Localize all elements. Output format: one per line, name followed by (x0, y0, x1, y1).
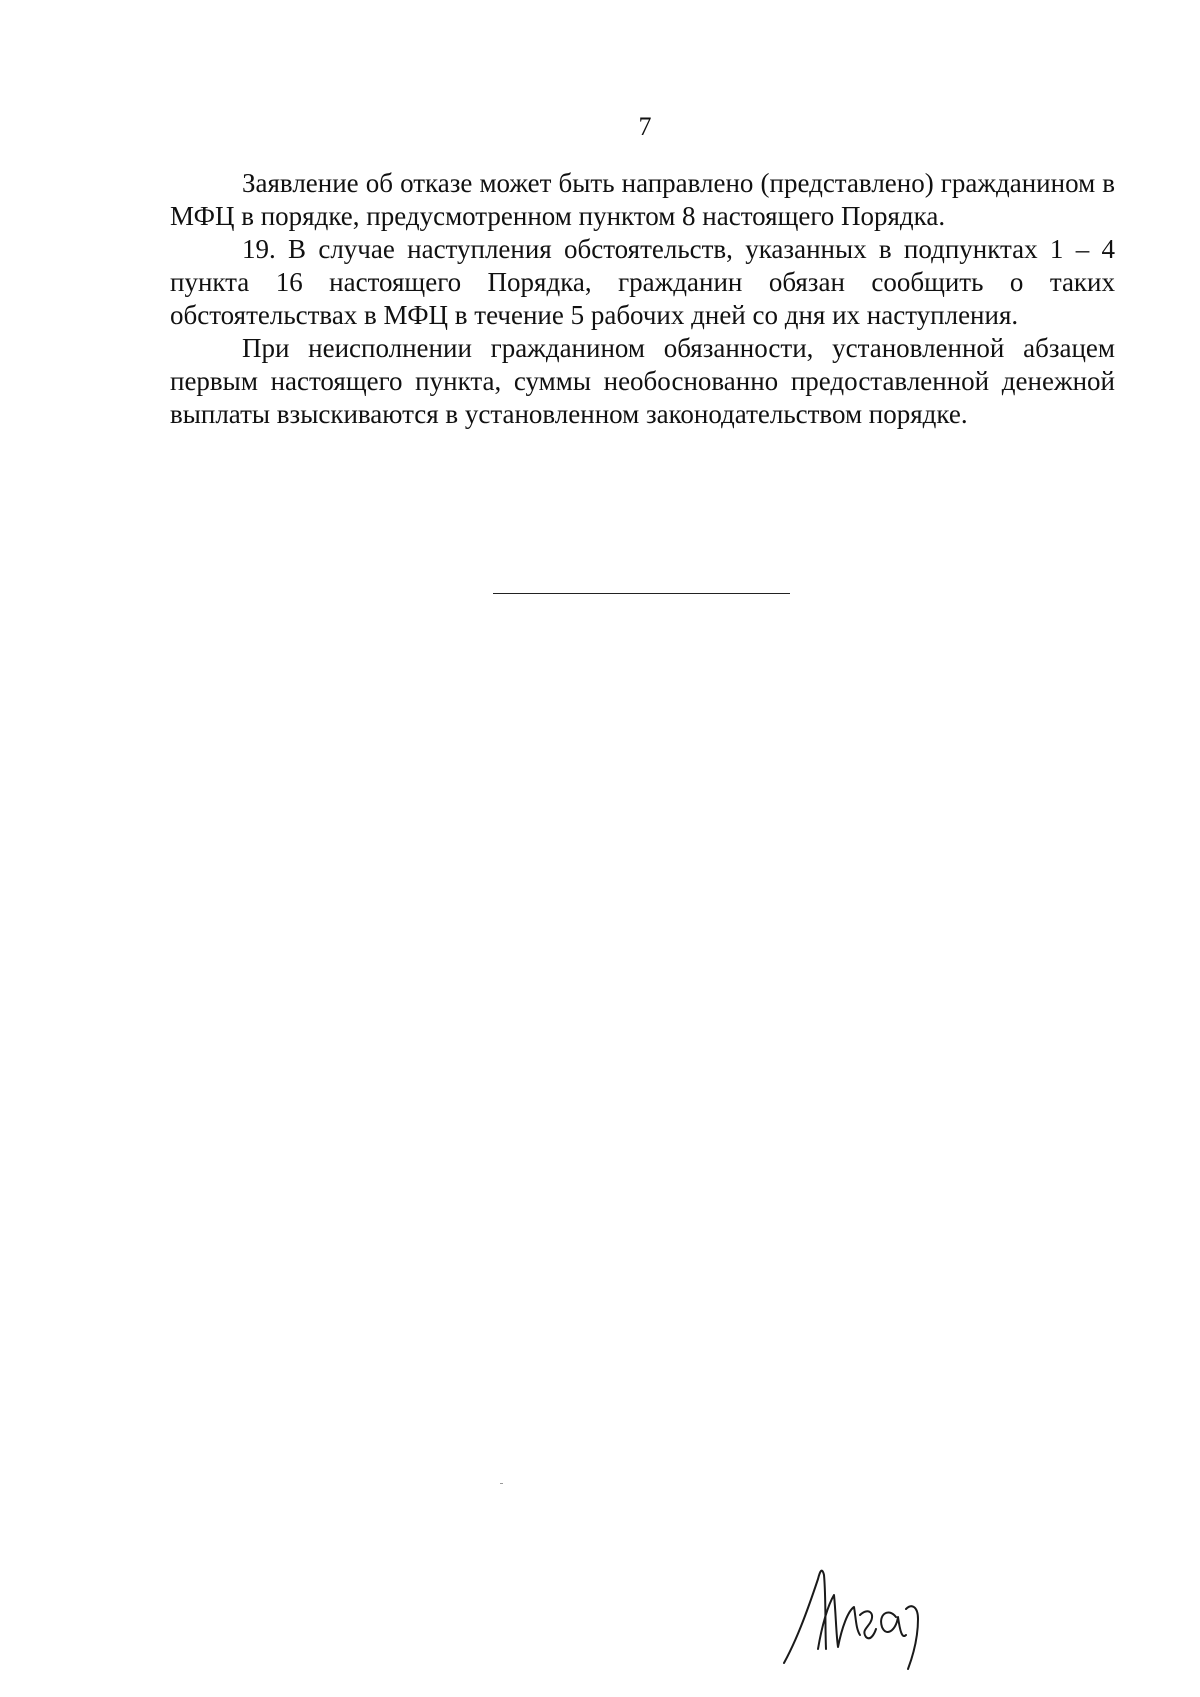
paragraph-refusal-application: Заявление об отказе может быть направлено (представлено) гражданином в МФЦ в порядке, предусмотренном пунктом 8 настоящего Порядка. (170, 168, 1115, 231)
document-body (170, 167, 1115, 431)
paragraph-clause-19: 19. В случае наступления обстоятельств, указанных в подпунктах 1 – 4 пункта 16 настоящего Порядка, гражданин обязан сообщить о таких обстоятельствах в МФЦ в течение 5 рабочих дней со дня их наступления. (170, 234, 1115, 330)
scan-speck (500, 1483, 503, 1484)
end-separator-line (493, 593, 790, 594)
paragraph-non-fulfillment: При неисполнении гражданином обязанности, установленной абзацем первым настоящего пункта, суммы необоснованно предоставленной денежной выплаты взыскиваются в установленном законодательством порядке. (170, 333, 1115, 429)
handwritten-signature (778, 1545, 938, 1675)
page-number: 7 (638, 112, 652, 141)
